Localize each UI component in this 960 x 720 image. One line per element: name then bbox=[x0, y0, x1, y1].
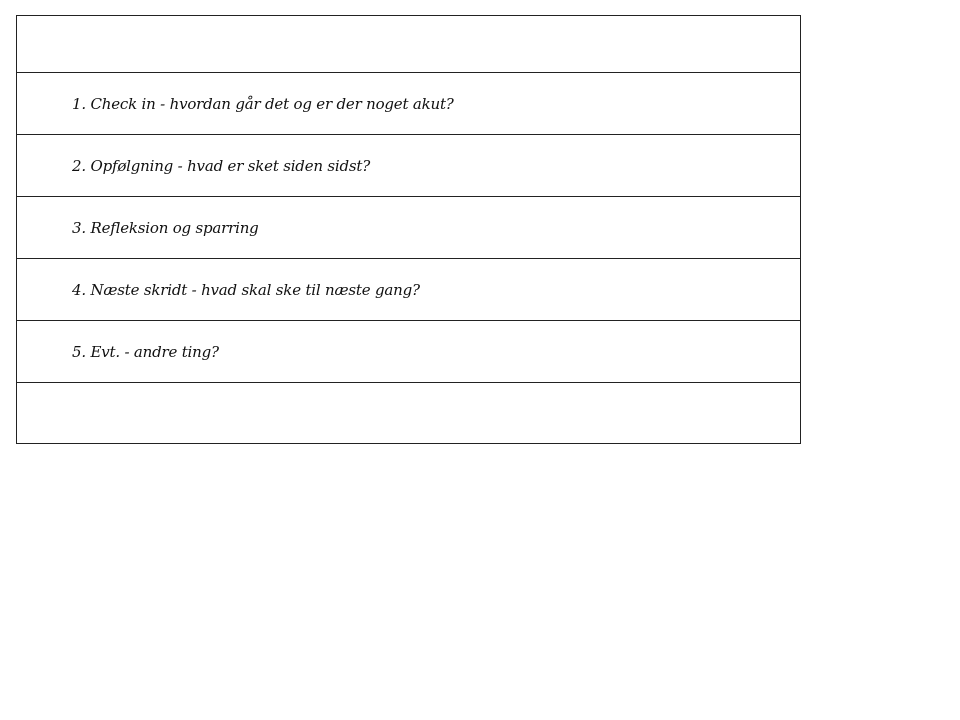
empty-cell-bottom bbox=[17, 383, 801, 444]
agenda-row bbox=[17, 135, 801, 197]
agenda-row bbox=[17, 259, 801, 321]
agenda-row bbox=[17, 321, 801, 383]
agenda-item-reflection: 3. Refleksion og sparring bbox=[17, 197, 801, 259]
agenda-item-next-steps: 4. Næste skridt - hvad skal ske til næste gang? bbox=[17, 259, 801, 321]
empty-row-bottom bbox=[17, 383, 801, 444]
agenda-table bbox=[16, 15, 801, 444]
empty-cell-top bbox=[17, 16, 801, 73]
empty-row-top bbox=[17, 16, 801, 73]
agenda-item-other: 5. Evt. - andre ting? bbox=[17, 321, 801, 383]
agenda-row bbox=[17, 197, 801, 259]
agenda-item-follow-up: 2. Opfølgning - hvad er sket siden sidst? bbox=[17, 135, 801, 197]
agenda-item-check-in: 1. Check in - hvordan går det og er der noget akut? bbox=[17, 73, 801, 135]
agenda-row bbox=[17, 73, 801, 135]
